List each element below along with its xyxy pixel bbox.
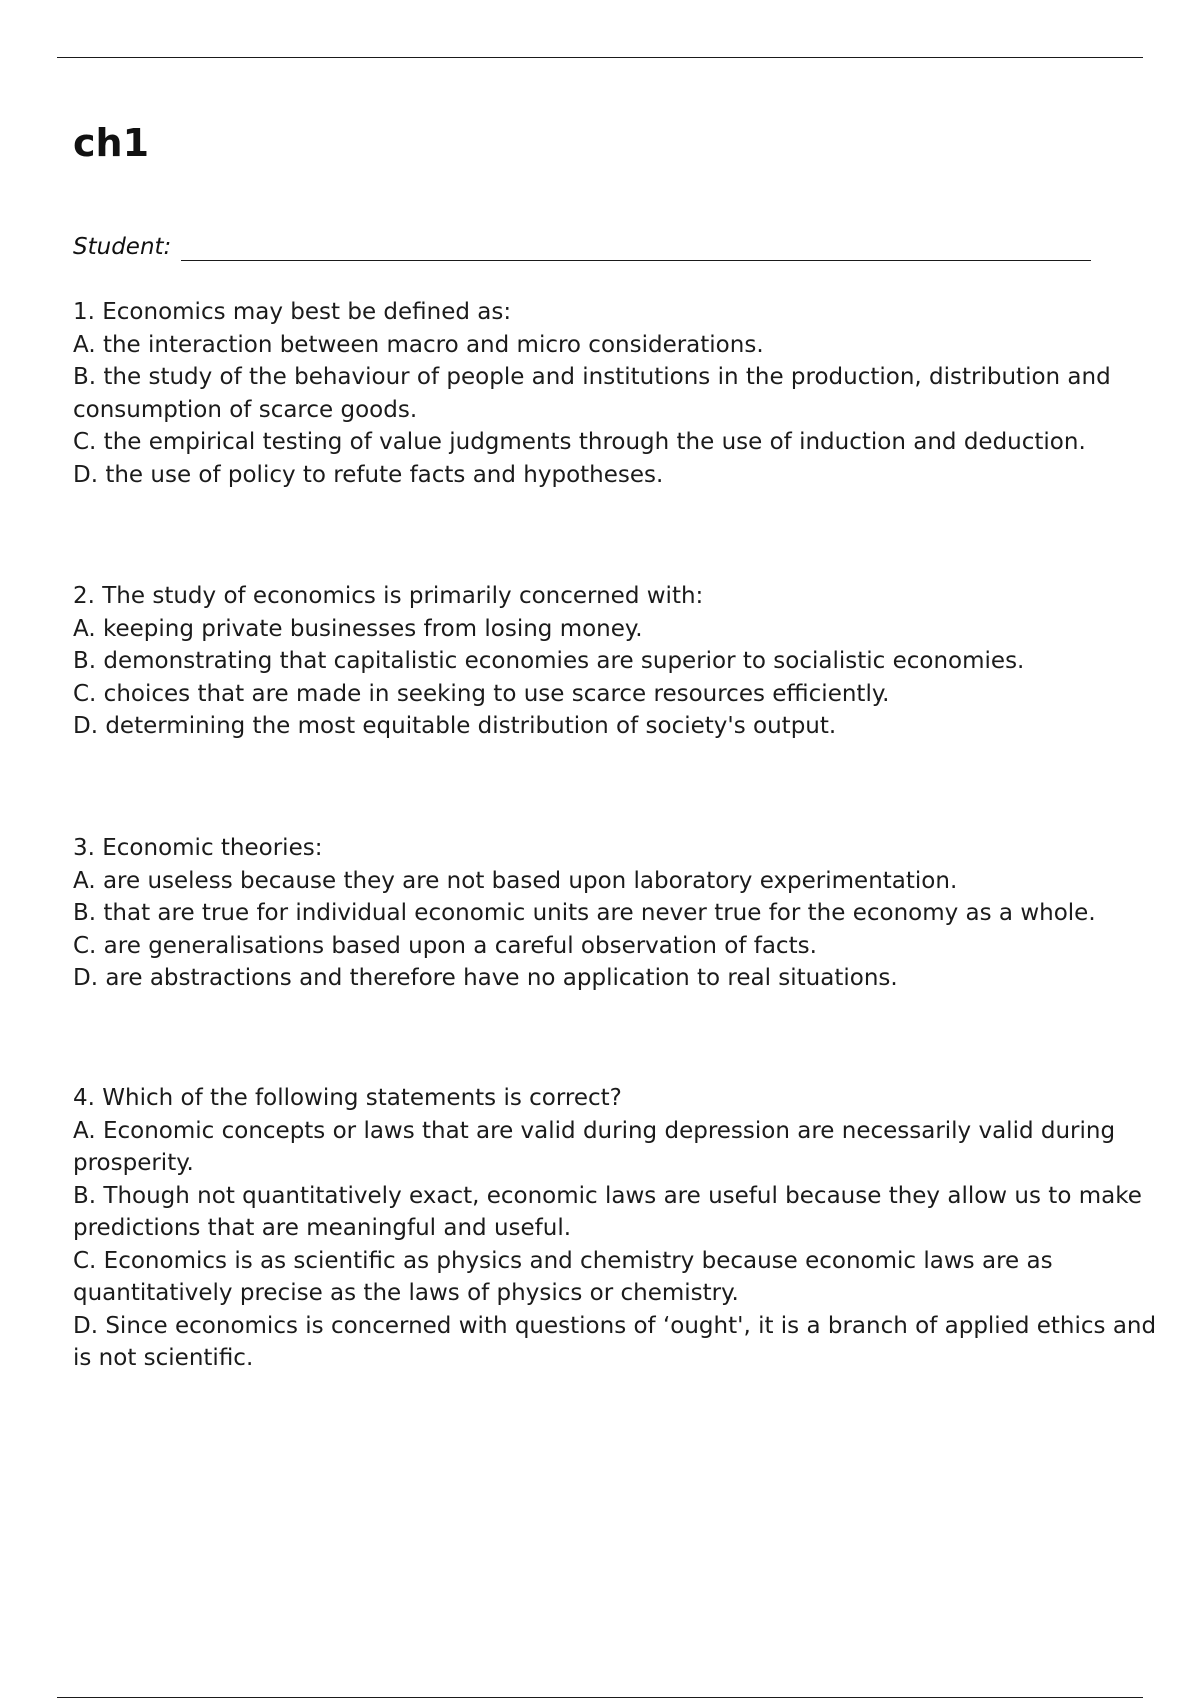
answer-option-c: C. are generalisations based upon a careful observation of facts. <box>73 932 817 959</box>
question-stem: 3. Economic theories: <box>73 835 323 861</box>
student-name-line[interactable] <box>181 234 1091 261</box>
answer-option-c: C. the empirical testing of value judgments through the use of induction and deduction. <box>73 429 1086 455</box>
answer-option-c: C. choices that are made in seeking to use scarce resources efficiently. <box>73 680 890 707</box>
answer-option-a: A. are useless because they are not based upon laboratory experimentation. <box>73 867 958 894</box>
answer-option-c: C. Economics is as scientific as physics and chemistry because economic laws are as quantitatively precise as the laws of physics or chemistry. <box>73 1247 1053 1306</box>
answer-option-b: B. the study of the behaviour of people and institutions in the production, distribution and consumption of scarce goods. <box>73 364 1111 423</box>
question-3 <box>73 832 1173 995</box>
answer-option-b: B. Though not quantitatively exact, economic laws are useful because they allow us to make predictions that are meaningful and useful. <box>73 1182 1142 1241</box>
student-label: Student: <box>73 234 172 260</box>
question-2 <box>73 580 1173 743</box>
question-stem: 1. Economics may best be defined as: <box>73 299 512 325</box>
page-title: ch1 <box>73 121 150 165</box>
answer-option-d: D. determining the most equitable distribution of society's output. <box>73 713 837 739</box>
answer-option-a: A. Economic concepts or laws that are valid during depression are necessarily valid during prosperity. <box>73 1117 1116 1176</box>
answer-option-d: D. Since economics is concerned with questions of ‘ought', it is a branch of applied ethics and is not scientific. <box>73 1312 1157 1371</box>
answer-option-a: A. keeping private businesses from losing money. <box>73 615 643 642</box>
question-4 <box>73 1082 1173 1375</box>
question-stem: 2. The study of economics is primarily concerned with: <box>73 583 704 609</box>
bottom-rule <box>57 1697 1143 1698</box>
answer-option-a: A. the interaction between macro and micro considerations. <box>73 331 764 358</box>
question-1 <box>73 296 1173 491</box>
answer-option-b: B. demonstrating that capitalistic economies are superior to socialistic economies. <box>73 648 1025 674</box>
question-stem: 4. Which of the following statements is correct? <box>73 1085 622 1111</box>
answer-option-b: B. that are true for individual economic units are never true for the economy as a whole. <box>73 900 1096 926</box>
student-field <box>73 233 1091 261</box>
top-rule <box>57 57 1143 58</box>
answer-option-d: D. the use of policy to refute facts and hypotheses. <box>73 461 664 488</box>
answer-option-d: D. are abstractions and therefore have no application to real situations. <box>73 965 898 991</box>
